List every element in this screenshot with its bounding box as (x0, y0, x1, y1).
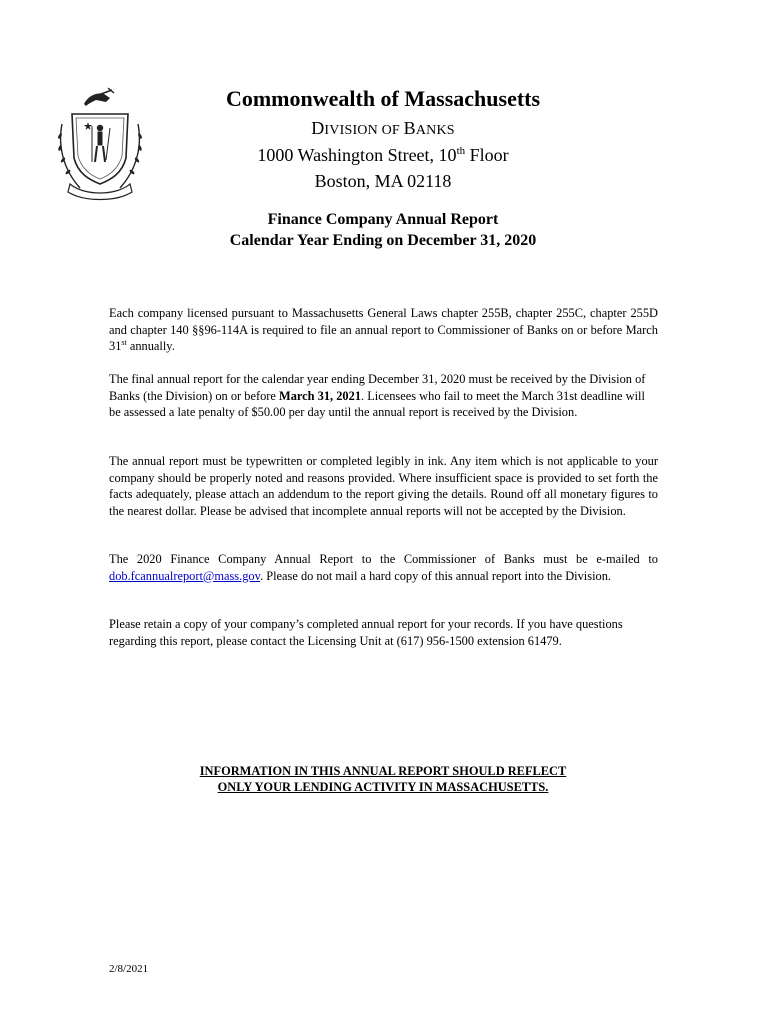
email-link[interactable]: dob.fcannualreport@mass.gov (109, 568, 260, 583)
city-address: Boston, MA 02118 (314, 171, 452, 191)
paragraph-submission: The 2020 Finance Company Annual Report to the Commissioner of Banks must be e-mailed to dob.fcannualreport@mass.gov. Please do not mail a hard copy of this annual report into the Division. (109, 552, 658, 583)
footer-date: 2/8/2021 (109, 963, 149, 975)
division-name: DIVISION OF BANKS (311, 118, 455, 138)
report-subtitle: Calendar Year Ending on December 31, 2020 (229, 232, 537, 249)
notice-line-2: ONLY YOUR LENDING ACTIVITY IN MASSACHUSETTS. (217, 780, 549, 794)
report-title: Finance Company Annual Report (267, 211, 499, 228)
paragraph-instructions: The annual report must be typewritten or completed legibly in ink. Any item which is not applicable to your company should be properly noted and reasons provided. Where insufficient space is provided to set forth the facts adequately, please attach an addendum to the report giving the details. Round off all monetary figures to the nearest dollar. Please be advised that incomplete annual reports will not be accepted by the Division. (109, 454, 658, 518)
paragraph-deadline: The final annual report for the calendar year ending December 31, 2020 must be received by the Division of Banks (the Division) on or before March 31, 2021. Licensees who fail to meet the March 31st deadline will be assessed a late penalty of $50.00 per day until the annual report is received by the Division. (109, 372, 646, 419)
agency-title: Commonwealth of Massachusetts (225, 86, 541, 111)
paragraph-requirement: Each company licensed pursuant to Massachusetts General Laws chapter 255B, chapter 255C, chapter 255D and chapter 140 §§96-114A is required to file an annual report to Commissioner of Banks on or before March 31st annually. (109, 306, 658, 353)
street-address: 1000 Washington Street, 10th Floor (257, 145, 509, 165)
notice-line-1: INFORMATION IN THIS ANNUAL REPORT SHOULD REFLECT (199, 764, 567, 778)
paragraph-contact: Please retain a copy of your company’s completed annual report for your records. If you have questions regarding this report, please contact the Licensing Unit at (617) 956-1500 extension 61479. (109, 617, 623, 648)
